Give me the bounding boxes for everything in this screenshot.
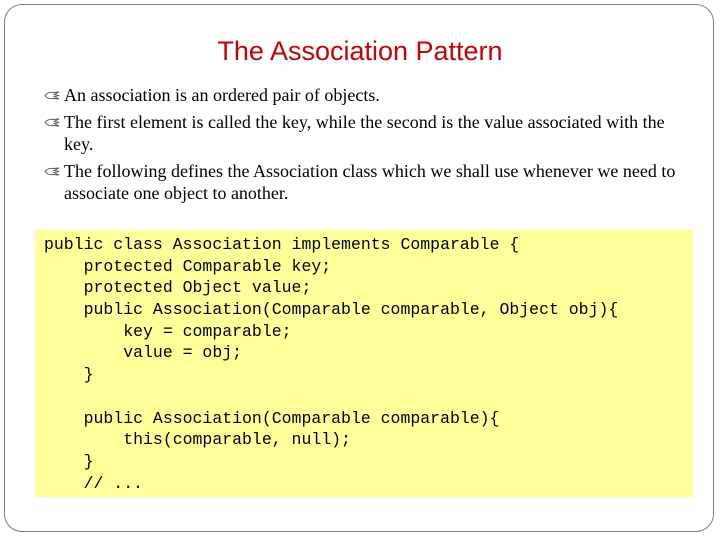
bullet-item xyxy=(44,111,694,155)
wing-bullet-icon xyxy=(44,167,60,176)
bullet-text: The following defines the Association class which we shall use whenever we need to associate one object to another. xyxy=(64,161,676,203)
bullet-item xyxy=(44,84,694,106)
code-line: value = obj; xyxy=(44,343,243,363)
code-line xyxy=(44,386,618,408)
code-line: } xyxy=(44,451,94,471)
bullet-item xyxy=(44,160,694,204)
slide-title: The Association Pattern xyxy=(217,36,503,66)
code-line: public Association(Comparable comparable, Object obj){ xyxy=(44,300,619,320)
wing-bullet-icon xyxy=(44,118,60,127)
code-line: // ... xyxy=(44,473,144,493)
code-line: public class Association implements Comparable { xyxy=(44,235,520,254)
bullet-text: The first element is called the key, while the second is the value associated with the key. xyxy=(64,112,665,154)
wing-bullet-icon xyxy=(44,91,60,100)
code-line: protected Object value; xyxy=(44,278,312,298)
code-line: this(comparable, null); xyxy=(44,430,351,450)
code-line: protected Comparable key; xyxy=(44,256,332,276)
code-line: } xyxy=(44,365,94,385)
bullet-list xyxy=(44,84,694,209)
code-line: public Association(Comparable comparable){ xyxy=(44,408,500,428)
code-line: key = comparable; xyxy=(44,321,292,341)
code-block xyxy=(44,234,618,494)
bullet-text: An association is an ordered pair of objects. xyxy=(64,85,380,105)
